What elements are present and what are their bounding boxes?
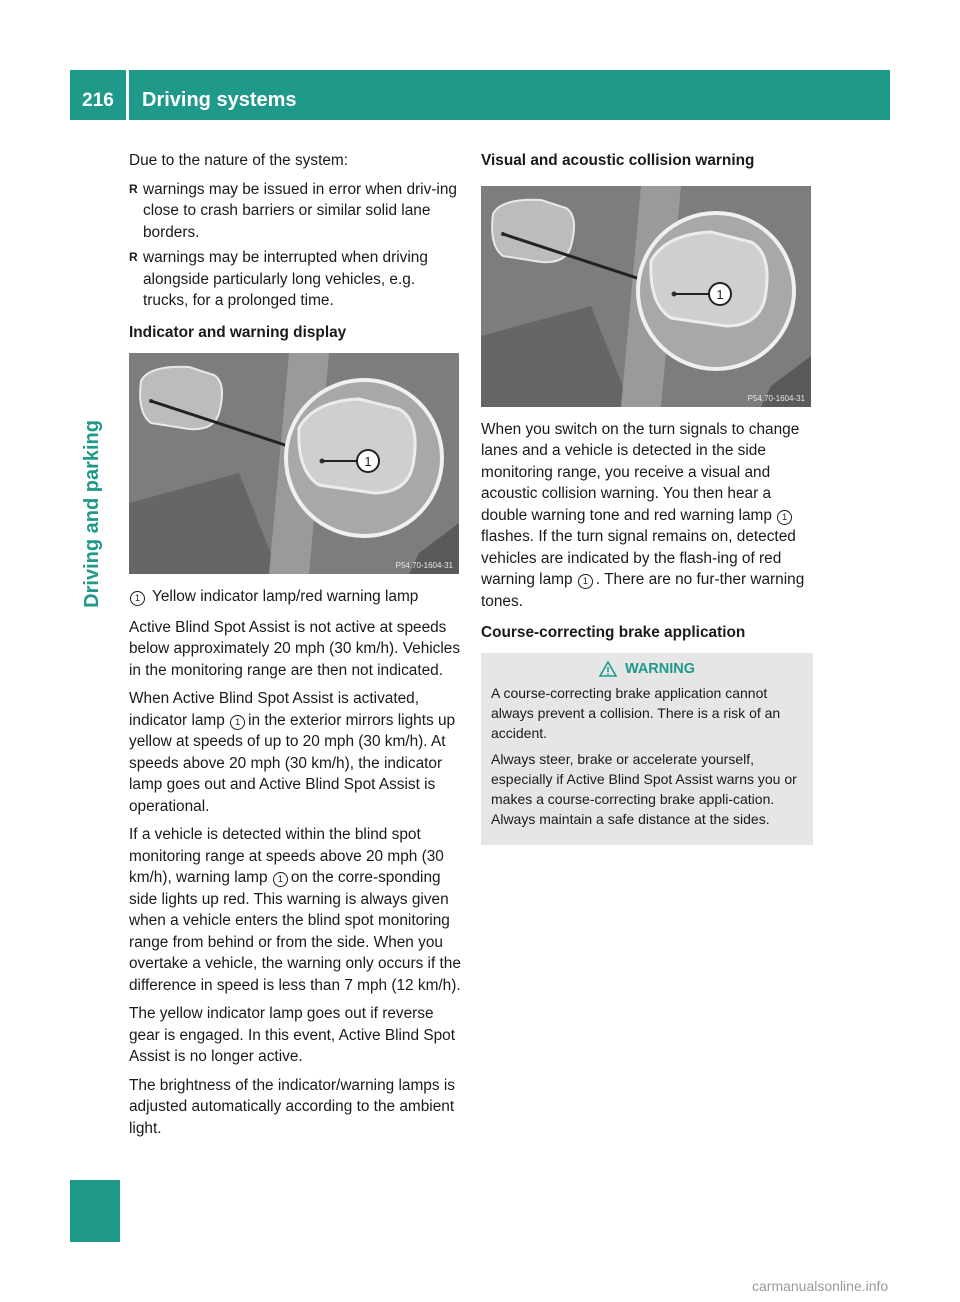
right-column [481,150,813,845]
callout-1-icon: 1 [777,510,792,525]
paragraph: The brightness of the indicator/warning lamps is adjusted automatically according to the ambient light. [129,1076,455,1137]
callout-1-icon: 1 [230,715,245,730]
page-title: Driving systems [142,89,297,111]
figure-callout-number: 1 [364,454,372,469]
paragraph: If a vehicle is detected within the blind spot monitoring range at speeds above 20 mph (30 km/h), warning lamp 1 on the corre-sponding side lights up red. This warning is always given when a vehicle enters the blind spot monitoring range from behind or from the side. When you overtake a vehicle, the warning only occurs if the difference in speed is less than 7 mph (12 km/h). [129,826,461,994]
bullet-item: R warnings may be interrupted when driving alongside particularly long vehicles, e.g. trucks, for a prolonged time. [129,247,461,312]
paragraph: When Active Blind Spot Assist is activated, indicator lamp 1 in the exterior mirrors lights up yellow at speeds of up to 20 mph (30 km/h). At speeds above 20 mph (30 km/h), the indicator lamp goes out and Active Blind Spot Assist is operational. [129,690,456,815]
mirror-illustration [481,186,811,407]
warning-triangle-icon [599,661,617,677]
section-heading-indicator: Indicator and warning display [129,323,347,341]
mirror-figure [481,186,811,407]
section-heading-collision-warning: Visual and acoustic collision warning [481,152,755,169]
paragraph: The yellow indicator lamp goes out if reverse gear is engaged. In this event, Active Blind Spot Assist is no longer active. [129,1005,455,1065]
bullet-item: R warnings may be issued in error when driv-ing close to crash barriers or similar solid lane borders. [129,179,461,244]
figure-caption: 1 Yellow indicator lamp/red warning lamp [129,586,461,608]
section-heading-brake: Course-correcting brake application [481,624,746,641]
intro-text: Due to the nature of the system: [129,152,349,169]
side-tab-marker [70,1180,120,1242]
callout-1-icon: 1 [578,574,593,589]
warning-title: WARNING [624,660,696,677]
callout-1-icon: 1 [273,872,288,887]
mirror-figure [129,353,459,574]
warning-box [481,653,813,845]
warning-header [491,659,803,679]
mirror-illustration [129,353,459,574]
figure-callout-number: 1 [716,286,724,302]
header-divider [126,70,129,120]
paragraph: When you switch on the turn signals to change lanes and a vehicle is detected in the side monitoring range, you receive a visual and acoustic collision warning. You then hear a double warning tone and red warning lamp 1flashes. If the turn signal remains on, detected vehicles are indicated by the flash-ing of red warning lamp 1 . There are no fur-ther warning tones. [481,420,805,610]
section-side-label: Driving and parking [81,420,103,608]
callout-1-icon: 1 [130,591,145,606]
warning-text: Always steer, brake or accelerate yourself, especially if Active Blind Spot Assist warns you or makes a course-correcting brake appli-cation. Always maintain a safe distance at the sides. [491,750,797,827]
figure-code: P54.70-1604-31 [395,561,453,570]
paragraph: Active Blind Spot Assist is not active at speeds below approximately 20 mph (30 km/h). Vehicles in the monitoring range are then not indicated. [129,618,461,679]
warning-text: A course-correcting brake application cannot always prevent a collision. There is a risk of an accident. [491,684,781,741]
left-column [129,150,461,1146]
figure-code: P54.70-1604-31 [747,393,805,403]
watermark: carmanualsonline.info [752,1278,889,1294]
page-number: 216 [82,90,114,111]
